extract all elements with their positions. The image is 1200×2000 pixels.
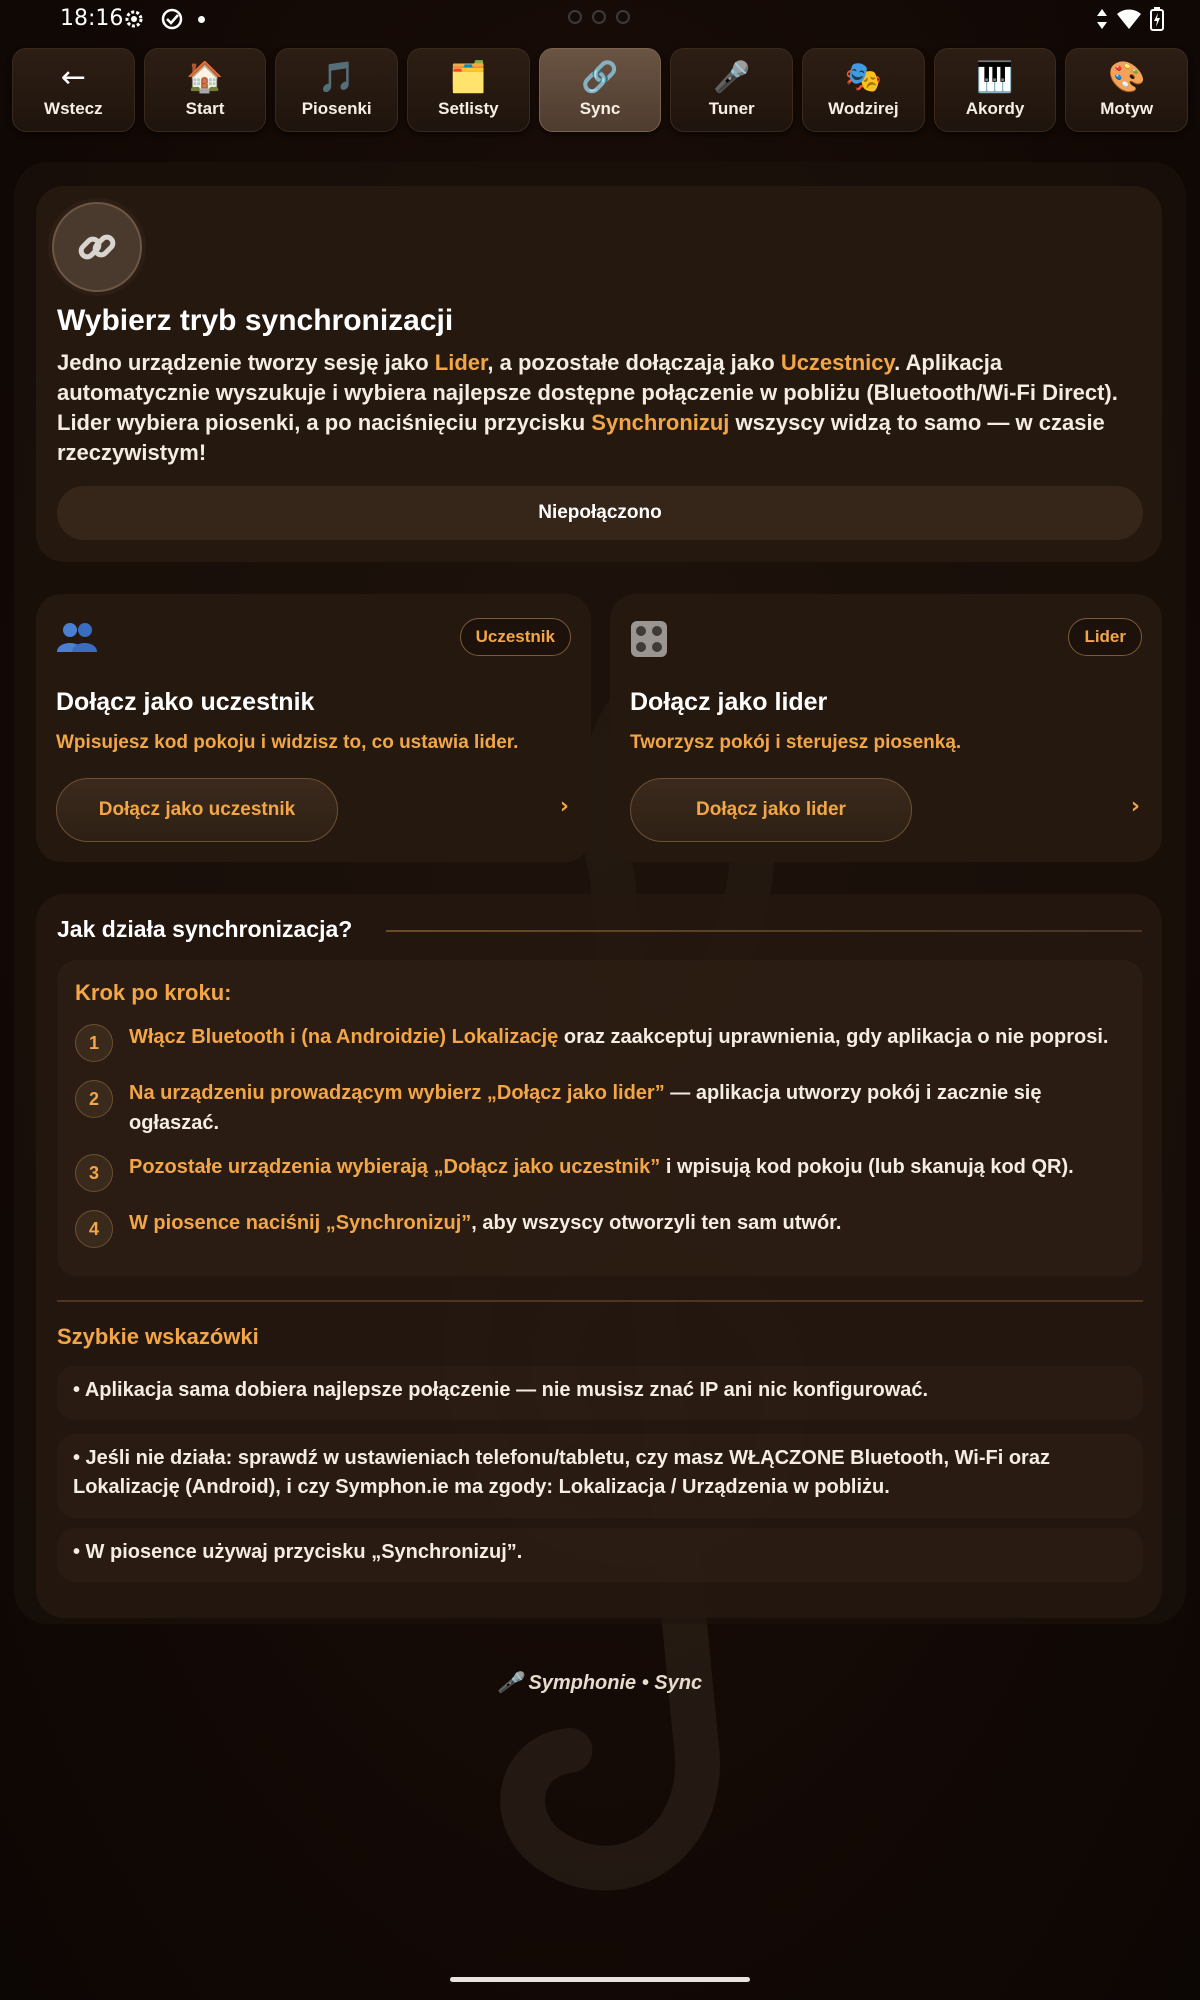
- section-title: Jak działa synchronizacja?: [57, 916, 353, 942]
- step-number: 2: [75, 1080, 113, 1118]
- steps-heading: Krok po kroku:: [75, 980, 232, 1005]
- notification-dot-icon: [198, 16, 205, 23]
- step-text: W piosence naciśnij „Synchronizuj”, aby wszyscy otworzyli ten sam utwór.: [129, 1212, 842, 1234]
- page-title: Wybierz tryb synchronizacji: [57, 304, 454, 337]
- check-circle-icon: [160, 7, 184, 31]
- theater-masks-icon: 🎭: [844, 60, 883, 95]
- nav-tab-motyw[interactable]: [1065, 48, 1188, 132]
- section-divider: [386, 930, 1142, 932]
- nav-label: Sync: [579, 99, 621, 118]
- step-text: Na urządzeniu prowadzącym wybierz „Dołącz jako lider” — aplikacja utworzy pokój i zacznie się ogłaszać.: [129, 1082, 1042, 1134]
- tip-item: • W piosence używaj przycisku „Synchronizuj”.: [57, 1528, 1143, 1582]
- top-nav: [12, 48, 1188, 132]
- data-arrows-icon: [1096, 8, 1108, 30]
- chevron-right-icon: ›: [559, 794, 569, 819]
- folder-icon: 🗂️: [449, 60, 488, 95]
- house-icon: 🏠: [186, 60, 224, 95]
- nav-tab-tuner[interactable]: [670, 48, 793, 132]
- participant-card[interactable]: [36, 594, 591, 862]
- nav-back-button[interactable]: [12, 48, 135, 132]
- status-bar: [0, 0, 1200, 38]
- status-time: 18:16: [60, 6, 124, 31]
- nav-label: Piosenki: [301, 99, 372, 118]
- sync-mode-card: [36, 186, 1162, 562]
- link-icon: [52, 202, 142, 292]
- palette-icon: 🎨: [1108, 60, 1146, 95]
- step-number: 3: [75, 1154, 113, 1192]
- footer-label: 🎤 Symphonie • Sync: [497, 1672, 703, 1694]
- leader-card[interactable]: [610, 594, 1162, 862]
- control-knobs-icon: [630, 620, 668, 666]
- home-indicator[interactable]: [450, 1977, 750, 1982]
- nav-tab-start[interactable]: [144, 48, 267, 132]
- microphone-icon: 🎤: [713, 60, 751, 95]
- join-participant-button[interactable]: Dołącz jako uczestnik: [56, 778, 338, 842]
- participant-badge: Uczestnik: [460, 618, 571, 656]
- piano-keys-icon: 🎹: [976, 60, 1014, 95]
- leader-description: Tworzysz pokój i sterujesz piosenką.: [630, 732, 962, 753]
- nav-label: Wstecz: [44, 99, 103, 118]
- nav-tab-wodzirej[interactable]: [802, 48, 925, 132]
- nav-label: Motyw: [1100, 99, 1154, 118]
- music-note-icon: 🎵: [318, 60, 356, 95]
- nav-label: Wodzirej: [828, 99, 899, 118]
- nav-label: Akordy: [965, 99, 1025, 118]
- step-number: 4: [75, 1210, 113, 1248]
- nav-label: Tuner: [708, 99, 755, 118]
- link-icon: 🔗: [581, 60, 619, 95]
- nav-tab-piosenki[interactable]: [275, 48, 398, 132]
- people-icon: [56, 620, 98, 662]
- tip-item: • Jeśli nie działa: sprawdź w ustawieniach telefonu/tabletu, czy masz WŁĄCZONE Bluetooth, Wi‑Fi oraz Lokalizację (Android), i czy Symphon.ie ma zgody: Lokalizacja / Urządzenia w pobliżu.: [57, 1434, 1143, 1518]
- steps-box: [57, 960, 1143, 1276]
- connection-status: Niepołączono: [57, 486, 1143, 540]
- nav-tab-sync[interactable]: [539, 48, 662, 132]
- tip-item: • Aplikacja sama dobiera najlepsze połączenie — nie musisz znać IP ani nic konfigurować.: [57, 1366, 1143, 1420]
- wifi-icon: [1116, 8, 1142, 30]
- join-leader-button[interactable]: Dołącz jako lider: [630, 778, 912, 842]
- leader-title: Dołącz jako lider: [630, 688, 828, 716]
- nav-label: Start: [185, 99, 225, 118]
- step-text: Włącz Bluetooth i (na Androidzie) Lokalizację oraz zaakceptuj uprawnienia, gdy aplikacja o nie poprosi.: [129, 1026, 1109, 1048]
- chevron-right-icon: ›: [1130, 794, 1140, 819]
- step-number: 1: [75, 1024, 113, 1062]
- nav-tab-setlisty[interactable]: [407, 48, 530, 132]
- nav-label: Setlisty: [438, 99, 499, 118]
- tips-heading: Szybkie wskazówki: [57, 1324, 259, 1349]
- window-dots-icon: [568, 10, 630, 24]
- participant-title: Dołącz jako uczestnik: [56, 688, 315, 716]
- nav-tab-akordy[interactable]: [934, 48, 1057, 132]
- step-text: Pozostałe urządzenia wybierają „Dołącz jako uczestnik” i wpisują kod pokoju (lub skanują kod QR).: [129, 1156, 1074, 1178]
- divider: [57, 1300, 1143, 1302]
- leader-badge: Lider: [1068, 618, 1142, 656]
- how-it-works-section: [36, 894, 1162, 1618]
- settings-gear-icon: [122, 7, 146, 31]
- arrow-left-icon: ←: [60, 60, 86, 95]
- battery-charging-icon: [1150, 7, 1164, 31]
- participant-description: Wpisujesz kod pokoju i widzisz to, co ustawia lider.: [56, 732, 519, 753]
- sync-description: Jedno urządzenie tworzy sesję jako Lider, a pozostałe dołączają jako Uczestnicy. Aplikacja automatycznie wyszukuje i wybiera najlepsze dostępne połączenie w pobliżu (Bluetooth/Wi‑Fi Direct). Lider wybiera piosenki, a po naciśnięciu przycisku Synchronizuj wszyscy widzą to samo — w czasie rzeczywistym!: [57, 350, 1118, 465]
